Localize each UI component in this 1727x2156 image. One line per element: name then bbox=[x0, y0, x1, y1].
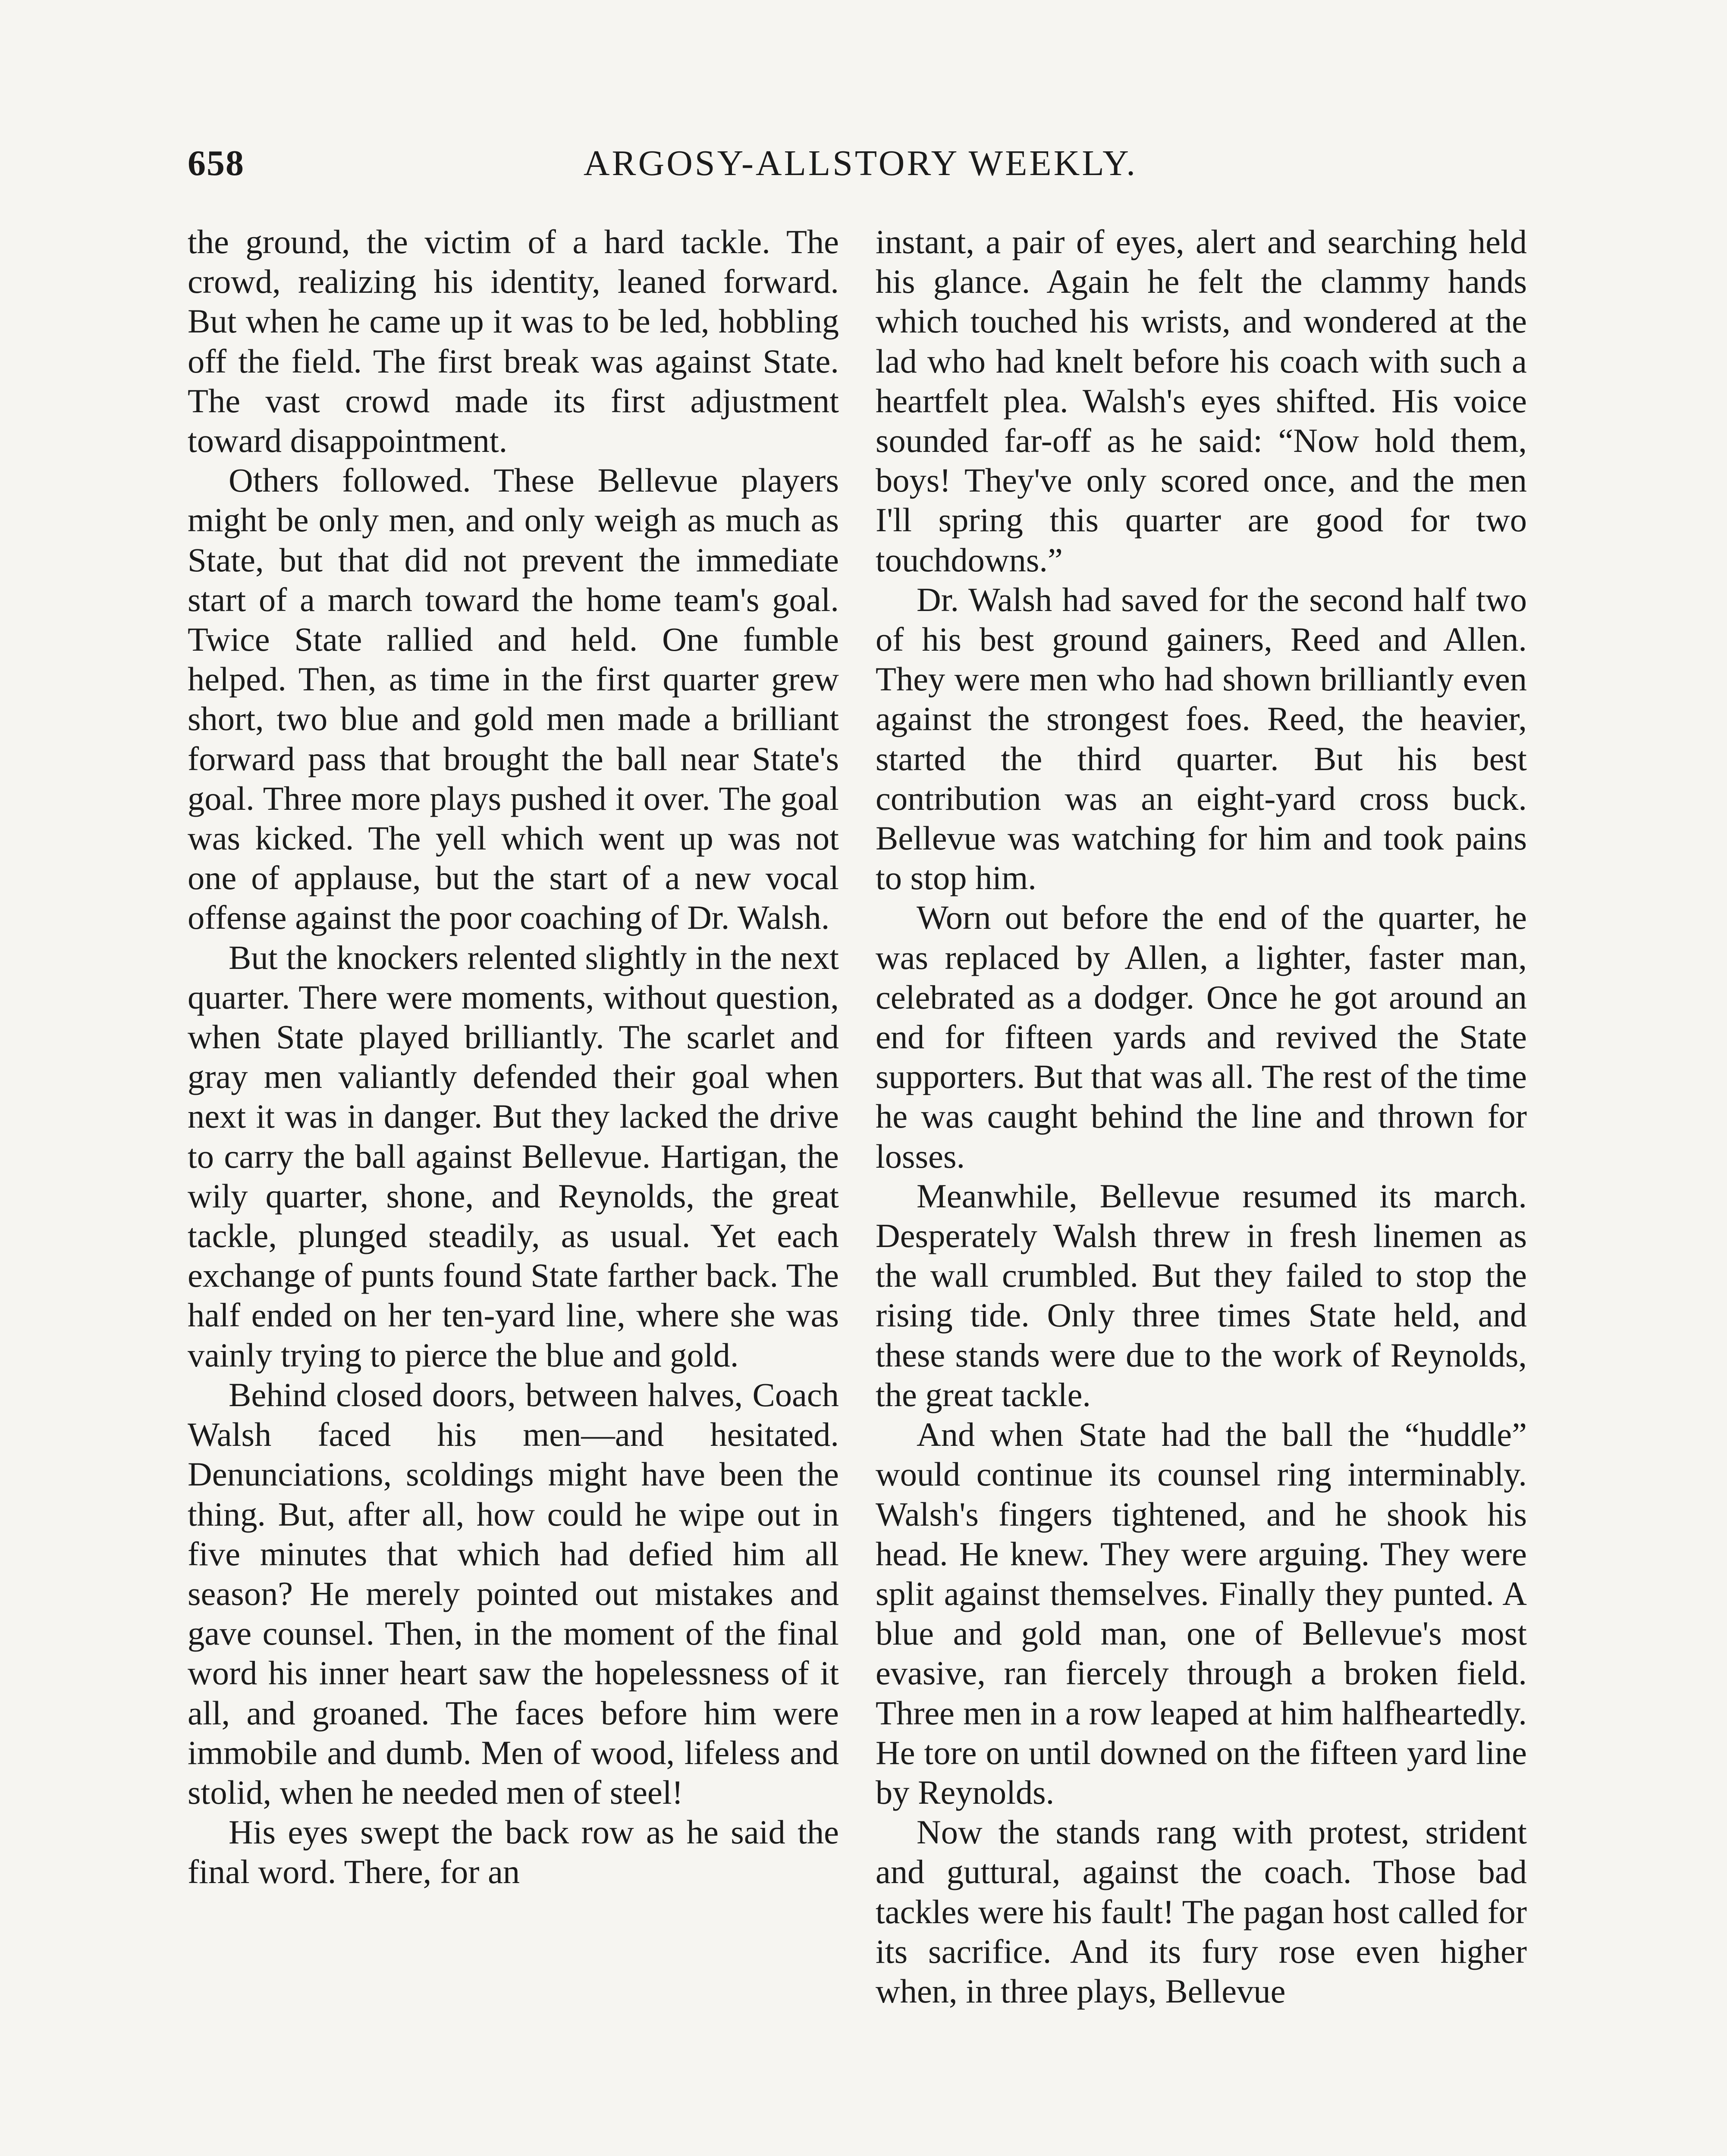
paragraph: His eyes swept the back row as he said the final word. There, for an bbox=[188, 1813, 839, 1891]
paragraph: Behind closed doors, between halves, Coach Walsh faced his men—and hesitated. Denunciations, scoldings might have been the thing. But, after all, how could he wipe out in five minutes that which had defied him all season? He merely pointed out mistakes and gave counsel. Then, in the moment of the final word his inner heart saw the hopelessness of it all, and groaned. The faces before him were immobile and dumb. Men of wood, lifeless and stolid, when he needed men of steel! bbox=[188, 1376, 839, 1811]
left-column bbox=[188, 222, 839, 2156]
page-header bbox=[188, 142, 1533, 194]
paragraph: Others followed. These Bellevue players might be only men, and only weigh as much as State, but that did not prevent the immediate start of a march toward the home team's goal. Twice State rallied and held. One fumble helped. Then, as time in the first quarter grew short, two blue and gold men made a brilliant forward pass that brought the ball near State's goal. Three more plays pushed it over. The goal was kicked. The yell which went up was not one of applause, but the start of a new vocal offense against the poor coaching of Dr. Walsh. bbox=[188, 461, 839, 937]
paragraph: Dr. Walsh had saved for the second half two of his best ground gainers, Reed and Allen. They were men who had shown brilliantly even against the strongest foes. Reed, the heavier, started the third quarter. But his best contribution was an eight-yard cross buck. Bellevue was watching for him and took pains to stop him. bbox=[876, 580, 1527, 897]
paragraph: the ground, the victim of a hard tackle. The crowd, realizing his identity, leaned forward. But when he came up it was to be led, hobbling off the field. The first break was against State. The vast crowd made its first adjustment toward disappointment. bbox=[188, 223, 839, 460]
right-column bbox=[876, 222, 1527, 2156]
running-head: ARGOSY-ALLSTORY WEEKLY. bbox=[583, 143, 1138, 183]
paragraph: Worn out before the end of the quarter, he was replaced by Allen, a lighter, faster man, celebrated as a dodger. Once he got around an end for fifteen yards and revived the State supporters. But that was all. The rest of the time he was caught behind the line and thrown for losses. bbox=[876, 899, 1527, 1175]
page-number: 658 bbox=[188, 143, 245, 183]
paragraph: Now the stands rang with protest, strident and guttural, against the coach. Those bad tackles were his fault! The pagan host called for its sacrifice. And its fury rose even higher when, in three plays, Bellevue bbox=[876, 1813, 1527, 2010]
paragraph: And when State had the ball the “huddle” would continue its counsel ring interminably. Walsh's fingers tightened, and he shook his head. He knew. They were arguing. They were split against themselves. Finally they punted. A blue and gold man, one of Bellevue's most evasive, ran fiercely through a broken field. Three men in a row leaped at him halfheartedly. He tore on until downed on the fifteen yard line by Reynolds. bbox=[876, 1416, 1527, 1811]
paragraph: Meanwhile, Bellevue resumed its march. Desperately Walsh threw in fresh linemen as the wall crumbled. But they failed to stop the rising tide. Only three times State held, and these stands were due to the work of Reynolds, the great tackle. bbox=[876, 1177, 1527, 1413]
paragraph: But the knockers relented slightly in the next quarter. There were moments, without question, when State played brilliantly. The scarlet and gray men valiantly defended their goal when next it was in danger. But they lacked the drive to carry the ball against Bellevue. Hartigan, the wily quarter, shone, and Reynolds, the great tackle, plunged steadily, as usual. Yet each exchange of punts found State farther back. The half ended on her ten-yard line, where she was vainly trying to pierce the blue and gold. bbox=[188, 938, 839, 1374]
paragraph: instant, a pair of eyes, alert and searching held his glance. Again he felt the clammy hands which touched his wrists, and wondered at the lad who had knelt before his coach with such a heartfelt plea. Walsh's eyes shifted. His voice sounded far-off as he said: “Now hold them, boys! They've only scored once, and the men I'll spring this quarter are good for two touchdowns.” bbox=[876, 223, 1527, 579]
